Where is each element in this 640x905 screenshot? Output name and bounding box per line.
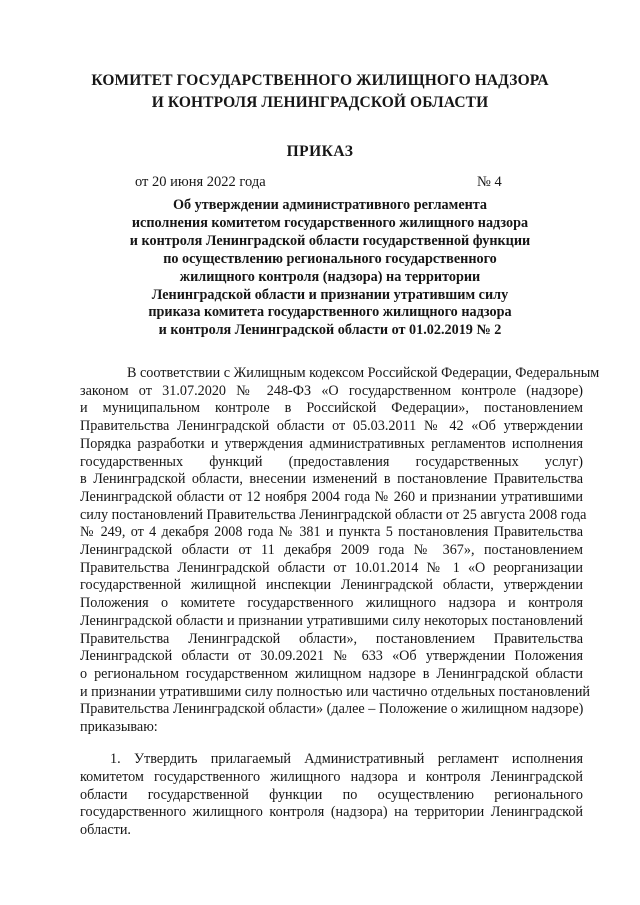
preamble-line: В соответствии с Жилищным кодексом Российской Федерации, Федеральным <box>127 365 600 381</box>
preamble-line: государственной жилищной инспекции Ленинградской области, утверждении <box>80 577 583 594</box>
item-line: комитетом государственного жилищного надзора и контроля Ленинградской <box>80 768 583 785</box>
order-number: № 4 <box>477 174 502 190</box>
preamble-line: силу постановлений Правительства Ленинградской области от 25 августа 2008 года <box>80 506 587 523</box>
preamble-line: и признании утратившими силу полностью или частично отдельных постановлений <box>80 683 591 700</box>
preamble-line: Правительства Ленинградской области», постановлением Правительства <box>80 630 583 647</box>
header-line-2: И КОНТРОЛЯ ЛЕНИНГРАДСКОЙ ОБЛАСТИ <box>151 94 489 111</box>
header-line-1: КОМИТЕТ ГОСУДАРСТВЕННОГО ЖИЛИЩНОГО НАДЗОРА <box>91 72 549 89</box>
preamble-line: приказываю: <box>80 719 158 736</box>
order-item-1 <box>80 751 583 840</box>
subject-line: жилищного контроля (надзора) на территории <box>179 268 481 285</box>
preamble-line: Ленинградской области от 11 декабря 2009 года № 367», постановлением <box>80 542 583 559</box>
preamble-line: № 249, от 4 декабря 2008 года № 381 и пункта 5 постановления Правительства <box>80 524 583 541</box>
preamble-line: в Ленинградской области, внесении изменений в постановление Правительства <box>80 471 583 488</box>
item-line: государственного жилищного контроля (надзора) на территории Ленинградской <box>80 804 583 821</box>
preamble-line: о региональном государственном жилищном надзоре в Ленинградской области <box>80 665 583 682</box>
subject-line: приказа комитета государственного жилищного надзора <box>148 304 512 321</box>
preamble-line: Ленинградской области от 30.09.2021 № 633 «Об утверждении Положения <box>80 648 583 665</box>
item-line: области. <box>80 822 131 839</box>
preamble-line: законом от 31.07.2020 № 248-ФЗ «О государственном контроле (надзоре) <box>80 382 583 399</box>
preamble-line: Ленинградской области от 12 ноября 2004 года № 260 и признании утратившими <box>80 488 583 505</box>
subject-line: по осуществлению регионального государственного <box>163 250 497 267</box>
preamble-line: Правительства Ленинградской области» (далее – Положение о жилищном надзоре) <box>80 701 584 718</box>
subject-line: исполнения комитетом государственного жилищного надзора <box>131 214 529 231</box>
preamble-line: государственных функций (предоставления государственных услуг) <box>80 453 583 470</box>
preamble-line: Правительства Ленинградской области от 05.03.2011 № 42 «Об утверждении <box>80 418 583 435</box>
order-title: ПРИКАЗ <box>286 143 354 160</box>
order-subject <box>120 197 540 340</box>
subject-line: Об утверждении административного регламента <box>172 197 488 213</box>
preamble-line: Ленинградской области и признании утратившими силу некоторых постановлений <box>80 612 583 629</box>
preamble-line: Положения о комитете государственного жилищного надзора и контроля <box>80 595 583 612</box>
item-line: области государственной функции по осуществлению регионального <box>80 786 583 803</box>
order-date: от 20 июня 2022 года <box>135 174 266 190</box>
preamble-line: Порядка разработки и утверждения административных регламентов исполнения <box>80 435 583 452</box>
preamble-line: Правительства Ленинградской области от 10.01.2014 № 1 «О реорганизации <box>80 559 583 576</box>
item-line: 1. Утвердить прилагаемый Административный регламент исполнения <box>110 751 583 767</box>
subject-line: Ленинградской области и признании утратившим силу <box>151 286 509 303</box>
subject-line: и контроля Ленинградской области от 01.02.2019 № 2 <box>158 322 502 339</box>
preamble-paragraph <box>80 365 600 737</box>
subject-line: и контроля Ленинградской области государственной функции <box>129 232 531 249</box>
preamble-line: и муниципальном контроле в Российской Федерации», постановлением <box>80 400 583 417</box>
